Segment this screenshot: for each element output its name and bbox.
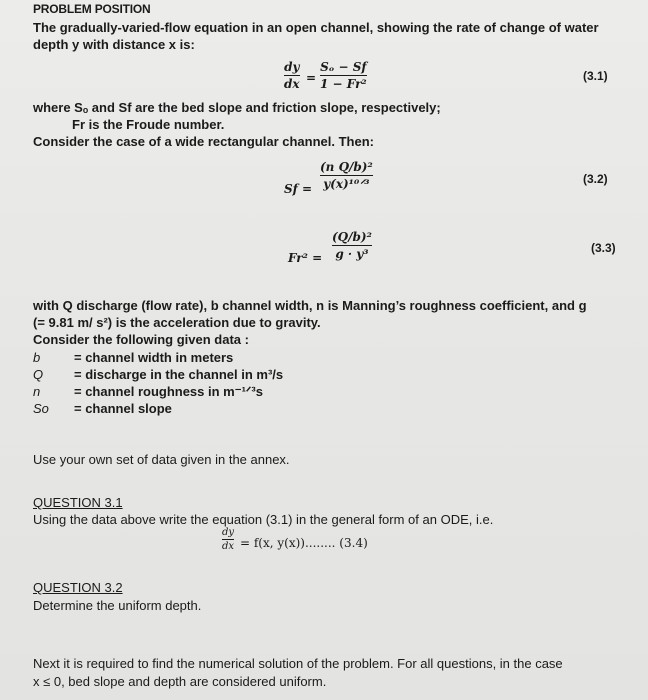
eq32-number: (3.2) <box>583 172 608 186</box>
next-line-2: x ≤ 0, bed slope and depth are considered uniform. <box>33 674 327 689</box>
question-3-2-title: QUESTION 3.2 <box>33 580 123 595</box>
eq33-fraction <box>332 230 372 261</box>
var-b-symbol: b <box>33 350 41 365</box>
intro-line-1: The gradually-varied-flow equation in an open channel, showing the rate of change of water <box>33 20 599 35</box>
eq32-fraction <box>320 160 373 191</box>
var-so-desc: = channel slope <box>74 401 172 416</box>
eq34-num: dy <box>222 527 235 538</box>
eq31-lhs-num: dy <box>284 60 300 74</box>
question-3-1-title: QUESTION 3.1 <box>33 495 123 510</box>
with-line-1: with Q discharge (flow rate), b channel width, n is Manning’s roughness coefficient, and g <box>33 298 587 313</box>
intro-line-2: depth y with distance x is: <box>33 37 195 52</box>
eq32-num: (n Q/b)² <box>320 160 373 174</box>
eq31-lhs-fraction <box>284 60 300 91</box>
given-intro: Consider the following given data : <box>33 332 249 347</box>
var-n-symbol: n <box>33 384 41 399</box>
eq33-number: (3.3) <box>591 241 616 255</box>
eq31-number: (3.1) <box>583 69 608 83</box>
where-line: where Sₒ and Sf are the bed slope and friction slope, respectively; <box>33 100 441 115</box>
var-q-desc: = discharge in the channel in m³/s <box>74 367 284 382</box>
var-so-symbol: So <box>33 401 49 416</box>
consider-line: Consider the case of a wide rectangular channel. Then: <box>33 134 374 149</box>
next-line-1: Next it is required to find the numerical solution of the problem. For all questions, in the case <box>33 656 563 671</box>
use-data-line: Use your own set of data given in the annex. <box>33 452 290 467</box>
eq31-lhs-den: dx <box>284 77 300 91</box>
var-n-desc: = channel roughness in m⁻¹ᐟ³s <box>74 384 263 399</box>
var-q-symbol: Q <box>33 367 44 382</box>
eq31-rhs-num: Sₒ − Sf <box>320 60 367 74</box>
eq34-den: dx <box>222 541 235 552</box>
question-3-1-text: Using the data above write the equation (3.1) in the general form of an ODE, i.e. <box>33 512 494 527</box>
eq33-den: g · y³ <box>335 247 369 261</box>
question-3-2-text: Determine the uniform depth. <box>33 598 202 613</box>
eq31-rhs-fraction <box>320 60 367 91</box>
with-line-2: (= 9.81 m/ s²) is the acceleration due to gravity. <box>33 315 321 330</box>
heading: PROBLEM POSITION <box>33 2 151 16</box>
eq31-equals: = <box>306 71 317 85</box>
eq34-rhs: = f(x, y(x))........ (3.4) <box>240 536 368 550</box>
eq33-num: (Q/b)² <box>332 230 372 244</box>
eq32-den: y(x)¹⁰ᐟ³ <box>323 177 370 191</box>
eq33-lhs: Fr² = <box>288 251 323 265</box>
eq34-lhs-fraction <box>222 527 234 552</box>
eq31-rhs-den: 1 − Fr² <box>320 77 367 91</box>
var-b-desc: = channel width in meters <box>74 350 234 365</box>
froude-line: Fr is the Froude number. <box>72 117 225 132</box>
eq32-lhs: Sf = <box>284 182 313 196</box>
